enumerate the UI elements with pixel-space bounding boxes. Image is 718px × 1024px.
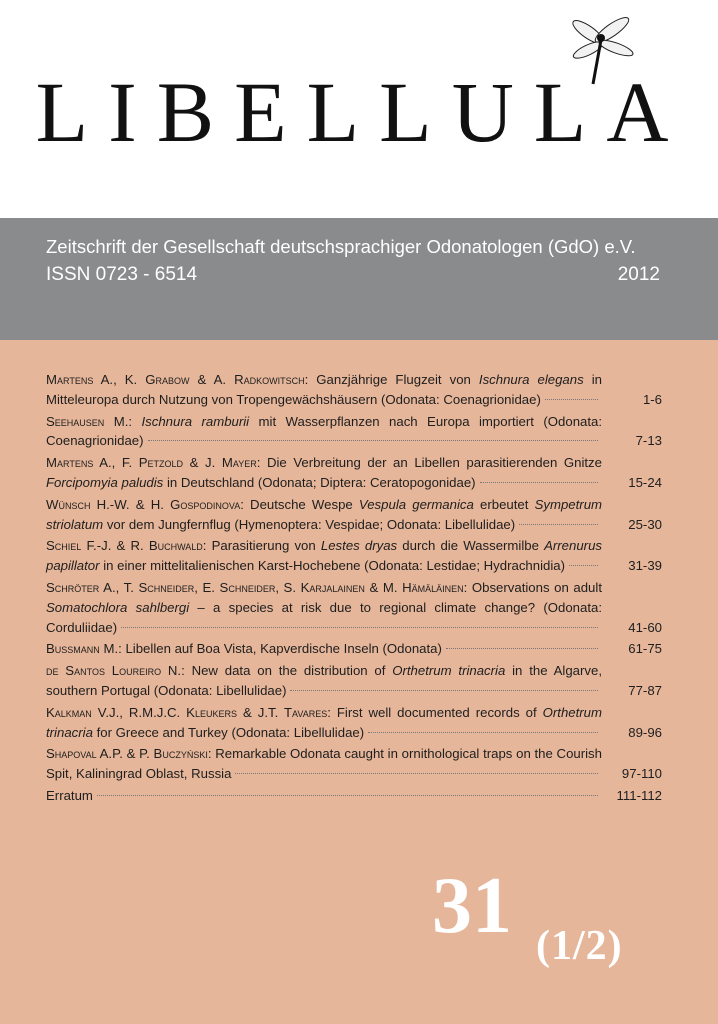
toc-entry[interactable] [46, 703, 662, 743]
toc-title: : Parasitierung von [202, 538, 321, 554]
toc-title: – a species at risk due to regional climate change? (Odonata: Corduliidae) [46, 599, 602, 635]
toc-entry[interactable] [46, 786, 662, 806]
toc-authors: Seehausen M. [46, 413, 129, 429]
toc-page: 15-24 [628, 474, 662, 490]
toc-title: : Observations on adult [463, 579, 602, 595]
toc-title: durch die Wassermilbe [397, 538, 545, 554]
toc-leader [368, 732, 598, 733]
toc-entry[interactable] [46, 412, 662, 452]
toc-species: Vespula germanica [358, 496, 474, 512]
toc-leader [545, 399, 598, 400]
toc-page: 61-75 [628, 641, 662, 657]
toc-leader [121, 627, 598, 628]
toc-page: 89-96 [628, 724, 662, 740]
toc-title: in Deutschland (Odonata; Diptera: Ceratopogonidae) [163, 474, 476, 490]
toc-page: 1-6 [642, 391, 662, 407]
toc-authors: Martens A., F. Petzold & J. Mayer [46, 455, 257, 471]
toc-title: mit Wasserpflanzen nach Europa importiert (Odonata: Coenagrionidae) [46, 413, 603, 449]
toc-species: Ischnura elegans [478, 372, 584, 387]
toc-title: : Remarkable Odonata caught in ornithological traps on the Courish Spit, Kaliningrad Oblast, Russia [46, 746, 602, 782]
toc-entry[interactable] [46, 370, 662, 410]
toc-authors: Bussmann M. [46, 641, 119, 657]
volume-number: 31 [432, 862, 512, 950]
toc-page: 77-87 [628, 682, 662, 698]
toc-title: in the Algarve, southern Portugal (Odonata: Libellulidae) [46, 663, 602, 698]
toc-entry[interactable] [46, 661, 662, 701]
toc-page: 111-112 [616, 787, 662, 803]
toc-species: Arrenurus papillator [46, 538, 602, 574]
toc-leader [519, 524, 598, 525]
toc-species: Lestes dryas [320, 538, 398, 554]
toc-title: for Greece and Turkey (Odonata: Libellulidae) [92, 724, 365, 740]
toc-species: Ischnura ramburii [141, 413, 250, 429]
toc-species: Forcipomyia paludis [46, 474, 164, 490]
toc-title: Erratum [46, 787, 93, 803]
toc-species: Orthetrum trinacria [46, 704, 602, 740]
toc-leader [480, 482, 598, 483]
toc-page: 31-39 [628, 558, 662, 574]
toc-title: in einer mittelitalienischen Karst-Hochebene (Odonata: Lestidae; Hydrachnidia) [99, 558, 566, 574]
toc-species: Sympetrum striolatum [46, 496, 603, 532]
toc-title: erbeutet [473, 496, 535, 512]
toc-leader [569, 565, 598, 566]
toc-page: 7-13 [635, 433, 662, 449]
toc-authors: Schiel F.-J. & R. Buchwald [46, 538, 203, 554]
toc-authors: Martens A., K. Grabow & A. Radkowitsch [46, 372, 305, 387]
toc-entry[interactable] [46, 536, 662, 576]
toc-entry[interactable] [46, 744, 662, 784]
toc-authors: de Santos Loureiro N. [46, 663, 182, 679]
toc-authors: Kalkman V.J., R.M.J.C. Kleukers & J.T. Tavares [46, 704, 328, 720]
toc-entry[interactable] [46, 495, 662, 535]
toc-leader [446, 648, 598, 649]
toc-page: 25-30 [628, 516, 662, 532]
toc-species: Somatochlora sahlbergi [46, 599, 190, 615]
toc-leader [97, 795, 598, 796]
toc-entry[interactable] [46, 639, 662, 659]
toc-leader [235, 773, 598, 774]
journal-title: LIBELLULA [35, 64, 689, 160]
toc-leader [148, 440, 598, 441]
toc-title: : Deutsche Wespe [240, 496, 359, 512]
toc-title: in Mitteleuropa durch Nutzung von Tropengewächshäusern (Odonata: Coenagrionidae) [46, 372, 602, 407]
toc-title: : Libellen auf Boa Vista, Kapverdische Inseln (Odonata) [118, 641, 442, 657]
toc-page: 97-110 [621, 766, 662, 782]
journal-subtitle: Zeitschrift der Gesellschaft deutschsprachiger Odonatologen (GdO) e.V. [46, 236, 636, 257]
issn-label: ISSN 0723 - 6514 [46, 264, 198, 285]
toc-title: : Ganzjährige Flugzeit von [304, 372, 479, 387]
toc-title: : New data on the distribution of [181, 663, 393, 679]
toc-authors: Schröter A., T. Schneider, E. Schneider, S. Karjalainen & M. Hämäläinen [46, 579, 464, 595]
issue-number: (1/2) [536, 923, 623, 969]
toc-title: : Die Verbreitung der an Libellen parasitierenden Gnitze [256, 455, 602, 471]
info-band [0, 218, 718, 340]
year-label: 2012 [617, 264, 660, 285]
toc-title: vor dem Jungfernflug (Hymenoptera: Vespidae; Odonata: Libellulidae) [103, 516, 516, 532]
toc-title: : First well documented records of [327, 704, 543, 720]
toc-leader [290, 690, 598, 691]
toc-entry[interactable] [46, 453, 662, 493]
table-of-contents [46, 370, 662, 808]
toc-authors: Wünsch H.-W. & H. Gospodinova [46, 496, 241, 512]
toc-page: 41-60 [628, 619, 662, 635]
header-area [0, 0, 718, 218]
toc-species: Orthetrum trinacria [392, 663, 506, 679]
toc-authors: Shapoval A.P. & P. Buczyński [46, 746, 208, 762]
toc-entry[interactable] [46, 578, 662, 637]
toc-title: : [128, 413, 142, 429]
